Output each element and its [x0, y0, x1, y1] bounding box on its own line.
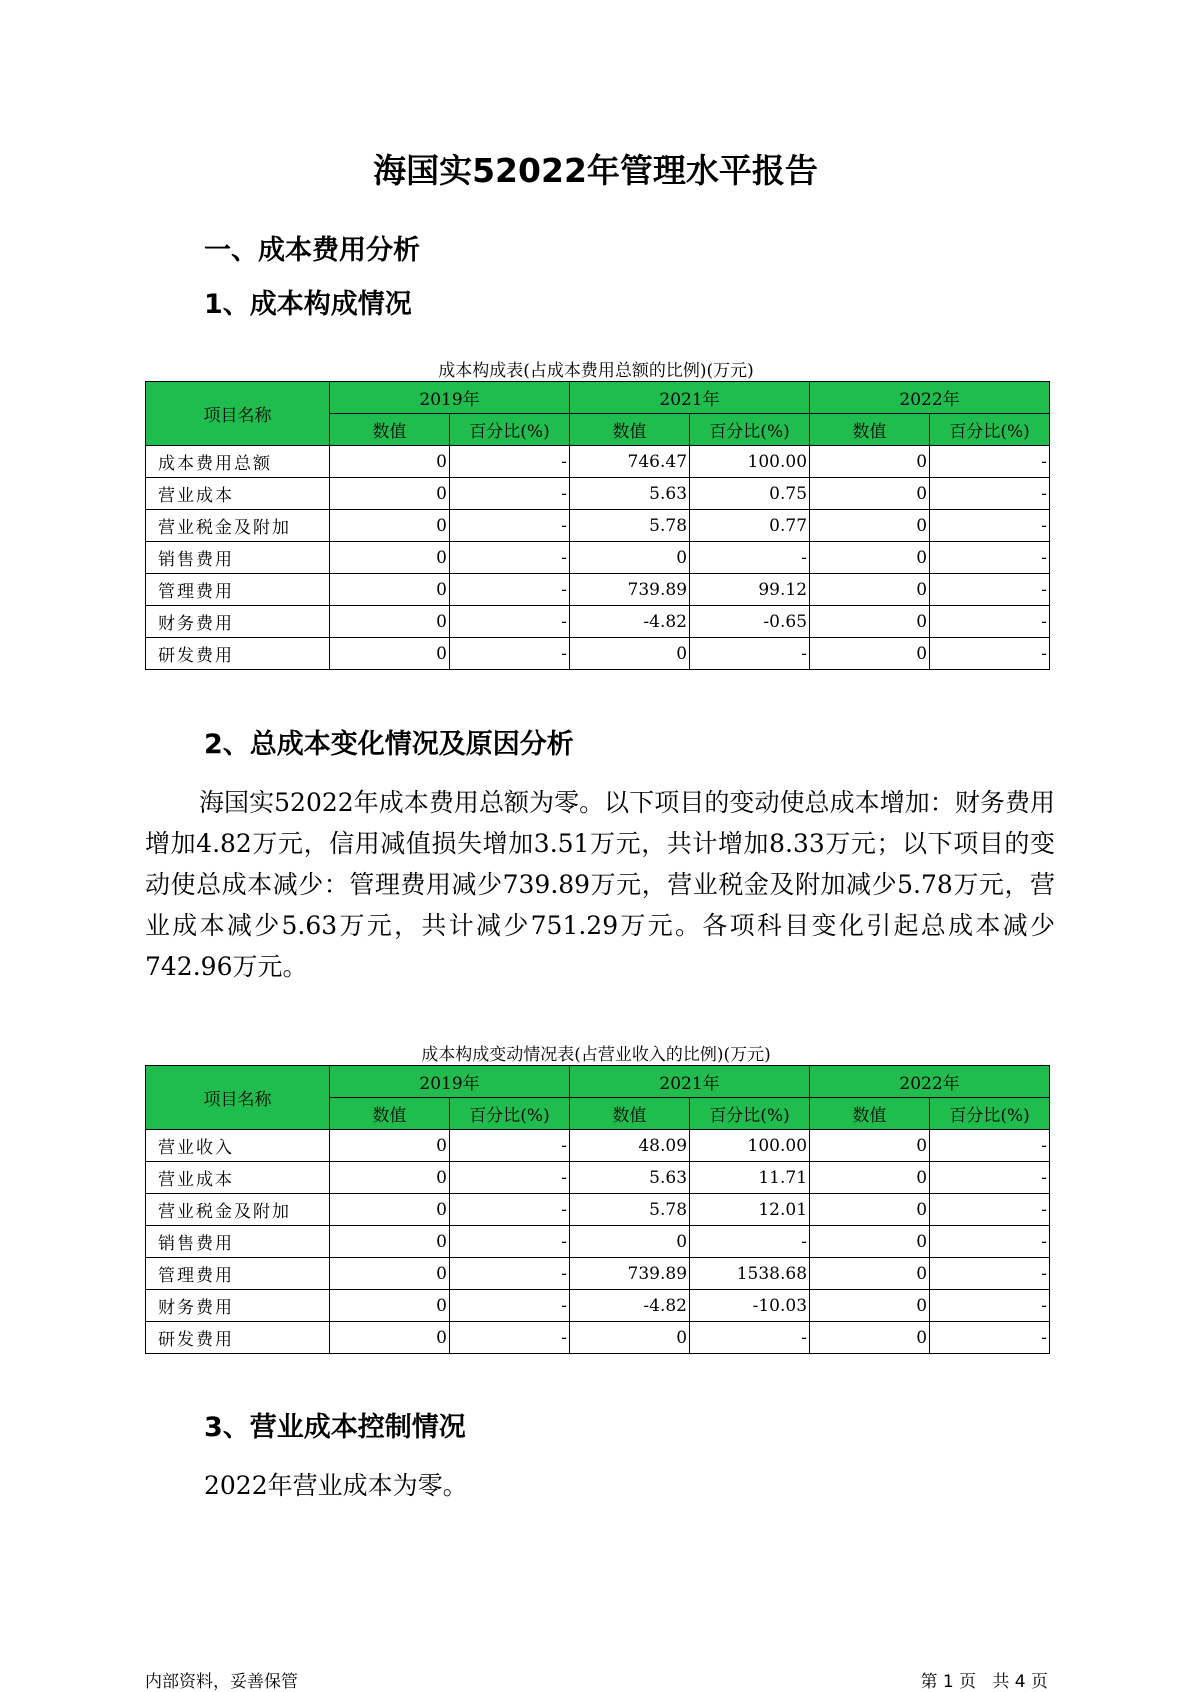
value-cell: 0	[330, 1290, 450, 1322]
header-year-2019: 2019年	[330, 382, 570, 414]
value-cell: 0	[810, 478, 930, 510]
percent-cell: 1538.68	[690, 1258, 810, 1290]
footer-page-number: 第 1 页 共 4 页	[920, 1672, 1048, 1692]
percent-cell: 0.75	[690, 478, 810, 510]
row-label: 成本费用总额	[146, 446, 330, 478]
subheading-operating-cost-control: 3、营业成本控制情况	[204, 1412, 466, 1443]
header-value: 数值	[810, 1098, 930, 1130]
header-percent: 百分比(%)	[930, 414, 1050, 446]
percent-cell: -	[450, 1130, 570, 1162]
value-cell: 0	[330, 1226, 450, 1258]
analysis-paragraph: 海国实52022年成本费用总额为零。以下项目的变动使总成本增加：财务费用增加4.82万元，信用减值损失增加3.51万元，共计增加8.33万元；以下项目的变动使总成本减少：管理费用减少739.89万元，营业税金及附加减少5.78万元，营业成本减少5.63万元，共计减少751.29万元。各项科目变化引起总成本减少742.96万元。	[145, 788, 1055, 981]
table1-caption: 成本构成表(占成本费用总额的比例)(万元)	[438, 361, 754, 381]
percent-cell: -	[450, 446, 570, 478]
value-cell: 0	[570, 638, 690, 670]
value-cell: 0	[330, 606, 450, 638]
value-cell: 48.09	[570, 1130, 690, 1162]
value-cell: 739.89	[570, 574, 690, 606]
value-cell: 0	[810, 1290, 930, 1322]
percent-cell: -	[450, 1226, 570, 1258]
percent-cell: -	[930, 542, 1050, 574]
header-value: 数值	[570, 1098, 690, 1130]
percent-cell: -	[450, 478, 570, 510]
header-year-2022: 2022年	[810, 382, 1050, 414]
table-row	[146, 1322, 1050, 1354]
value-cell: 5.63	[570, 1162, 690, 1194]
table-row	[146, 1194, 1050, 1226]
percent-cell: -	[930, 1322, 1050, 1354]
value-cell: 0	[810, 510, 930, 542]
value-cell: -4.82	[570, 1290, 690, 1322]
subheading-cost-composition: 1、成本构成情况	[204, 289, 412, 320]
percent-cell: -	[930, 1290, 1050, 1322]
page-title: 海国实52022年管理水平报告	[373, 151, 818, 190]
percent-cell: -	[690, 1322, 810, 1354]
table-row	[146, 1130, 1050, 1162]
header-percent: 百分比(%)	[450, 1098, 570, 1130]
row-label: 营业成本	[146, 478, 330, 510]
value-cell: 0	[330, 446, 450, 478]
row-label: 销售费用	[146, 542, 330, 574]
table-row	[146, 1162, 1050, 1194]
cost-change-table	[145, 1065, 1050, 1354]
header-item-name: 项目名称	[146, 1066, 330, 1130]
table2-caption: 成本构成变动情况表(占营业收入的比例)(万元)	[421, 1045, 771, 1065]
table-row	[146, 606, 1050, 638]
percent-cell: -	[930, 574, 1050, 606]
table-row	[146, 542, 1050, 574]
percent-cell: -	[930, 1130, 1050, 1162]
value-cell: 0	[810, 1162, 930, 1194]
percent-cell: -	[930, 1194, 1050, 1226]
percent-cell: -	[450, 606, 570, 638]
value-cell: 0	[570, 542, 690, 574]
percent-cell: -	[930, 1162, 1050, 1194]
percent-cell: -	[690, 638, 810, 670]
value-cell: 0	[810, 574, 930, 606]
value-cell: 0	[570, 1226, 690, 1258]
row-label: 财务费用	[146, 1290, 330, 1322]
row-label: 管理费用	[146, 1258, 330, 1290]
header-year-2021: 2021年	[570, 382, 810, 414]
percent-cell: -0.65	[690, 606, 810, 638]
value-cell: 0	[810, 1130, 930, 1162]
value-cell: 739.89	[570, 1258, 690, 1290]
value-cell: 0	[330, 510, 450, 542]
header-item-name: 项目名称	[146, 382, 330, 446]
operating-cost-paragraph: 2022年营业成本为零。	[204, 1471, 468, 1500]
value-cell: 0	[810, 446, 930, 478]
cost-composition-table	[145, 381, 1050, 670]
value-cell: 0	[330, 638, 450, 670]
value-cell: 0	[330, 1194, 450, 1226]
percent-cell: -	[450, 542, 570, 574]
value-cell: 0	[810, 1194, 930, 1226]
percent-cell: -	[450, 1194, 570, 1226]
row-label: 营业成本	[146, 1162, 330, 1194]
value-cell: 0	[330, 1130, 450, 1162]
row-label: 营业税金及附加	[146, 510, 330, 542]
value-cell: 0	[810, 638, 930, 670]
value-cell: 0	[810, 1226, 930, 1258]
header-year-2021: 2021年	[570, 1066, 810, 1098]
value-cell: 5.78	[570, 510, 690, 542]
percent-cell: 11.71	[690, 1162, 810, 1194]
table-row	[146, 1258, 1050, 1290]
value-cell: 0	[330, 1322, 450, 1354]
table-row	[146, 638, 1050, 670]
row-label: 营业收入	[146, 1130, 330, 1162]
percent-cell: -	[450, 1162, 570, 1194]
value-cell: 0	[810, 542, 930, 574]
percent-cell: 100.00	[690, 1130, 810, 1162]
percent-cell: -	[450, 638, 570, 670]
table-row	[146, 1290, 1050, 1322]
percent-cell: -	[930, 510, 1050, 542]
value-cell: 746.47	[570, 446, 690, 478]
table-row	[146, 1226, 1050, 1258]
header-value: 数值	[810, 414, 930, 446]
percent-cell: 0.77	[690, 510, 810, 542]
percent-cell: -	[930, 1258, 1050, 1290]
percent-cell: -	[450, 510, 570, 542]
header-value: 数值	[330, 1098, 450, 1130]
value-cell: 0	[330, 478, 450, 510]
percent-cell: 12.01	[690, 1194, 810, 1226]
table-row	[146, 510, 1050, 542]
percent-cell: 100.00	[690, 446, 810, 478]
percent-cell: -10.03	[690, 1290, 810, 1322]
percent-cell: -	[930, 446, 1050, 478]
table-row	[146, 446, 1050, 478]
header-percent: 百分比(%)	[930, 1098, 1050, 1130]
value-cell: 0	[570, 1322, 690, 1354]
table-row	[146, 478, 1050, 510]
value-cell: 5.78	[570, 1194, 690, 1226]
value-cell: 5.63	[570, 478, 690, 510]
row-label: 营业税金及附加	[146, 1194, 330, 1226]
header-year-2022: 2022年	[810, 1066, 1050, 1098]
header-percent: 百分比(%)	[690, 414, 810, 446]
percent-cell: -	[930, 606, 1050, 638]
row-label: 研发费用	[146, 638, 330, 670]
percent-cell: -	[450, 1322, 570, 1354]
percent-cell: -	[690, 1226, 810, 1258]
row-label: 管理费用	[146, 574, 330, 606]
row-label: 销售费用	[146, 1226, 330, 1258]
row-label: 财务费用	[146, 606, 330, 638]
percent-cell: -	[450, 574, 570, 606]
section-heading-cost-analysis: 一、成本费用分析	[204, 235, 420, 266]
percent-cell: -	[690, 542, 810, 574]
footer-confidential-note: 内部资料，妥善保管	[145, 1672, 298, 1692]
percent-cell: -	[930, 1226, 1050, 1258]
value-cell: 0	[810, 606, 930, 638]
header-value: 数值	[330, 414, 450, 446]
header-value: 数值	[570, 414, 690, 446]
percent-cell: -	[930, 638, 1050, 670]
value-cell: 0	[810, 1322, 930, 1354]
value-cell: -4.82	[570, 606, 690, 638]
percent-cell: -	[450, 1258, 570, 1290]
percent-cell: -	[930, 478, 1050, 510]
value-cell: 0	[330, 1162, 450, 1194]
row-label: 研发费用	[146, 1322, 330, 1354]
value-cell: 0	[810, 1258, 930, 1290]
header-year-2019: 2019年	[330, 1066, 570, 1098]
value-cell: 0	[330, 542, 450, 574]
subheading-total-cost-change: 2、总成本变化情况及原因分析	[204, 729, 574, 760]
value-cell: 0	[330, 574, 450, 606]
percent-cell: 99.12	[690, 574, 810, 606]
percent-cell: -	[450, 1290, 570, 1322]
table-row	[146, 574, 1050, 606]
value-cell: 0	[330, 1258, 450, 1290]
header-percent: 百分比(%)	[450, 414, 570, 446]
header-percent: 百分比(%)	[690, 1098, 810, 1130]
